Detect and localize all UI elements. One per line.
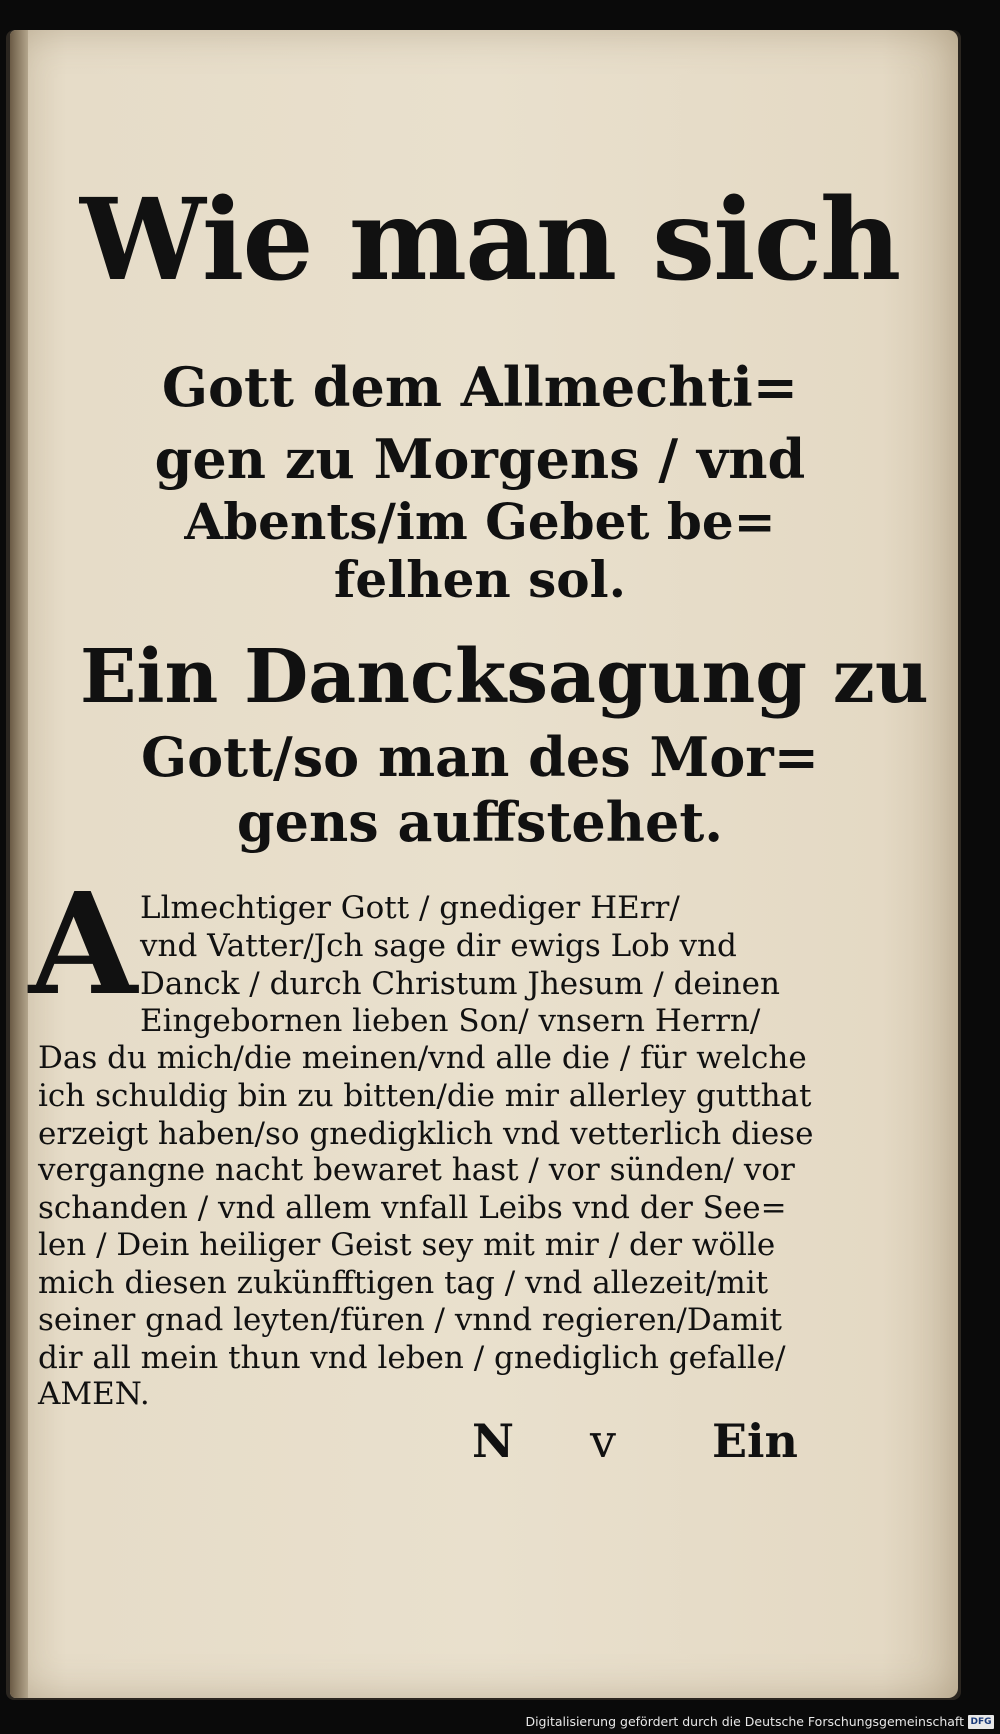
dfg-logo: DFG — [968, 1715, 994, 1729]
prayer-line: vergangne nacht bewaret hast / vor sünden/ vor — [38, 1152, 795, 1188]
page-gutter — [10, 30, 28, 1698]
funding-credit: Digitalisierung gefördert durch die Deutsche Forschungsgemeinschaft — [525, 1714, 964, 1729]
drop-cap-initial: A — [28, 863, 138, 1027]
title-line-3: gen zu Morgens / vnd — [154, 427, 806, 491]
viewer-footer — [0, 1712, 1000, 1734]
catchword: Ein — [712, 1414, 798, 1468]
title-line-5: felhen sol. — [333, 550, 627, 609]
signature-mark: N — [472, 1414, 515, 1468]
title-line-2: Gott dem Allmechti= — [161, 355, 799, 419]
prayer-line: len / Dein heiliger Geist sey mit mir / der wölle — [38, 1227, 776, 1263]
prayer-line: dir all mein thun vnd leben / gnediglich gefalle/ — [38, 1340, 786, 1376]
prayer-amen: AMEN. — [38, 1376, 150, 1412]
subtitle-line-3: gens auffstehet. — [236, 790, 724, 854]
title-line-1: Wie man sich — [80, 175, 900, 306]
prayer-line: Llmechtiger Gott / gnediger HErr/ — [140, 890, 680, 926]
title-line-4: Abents/im Gebet be= — [184, 492, 776, 551]
prayer-line: seiner gnad leyten/füren / vnnd regieren/Damit — [38, 1302, 782, 1338]
prayer-line: Das du mich/die meinen/vnd alle die / für welche — [38, 1040, 807, 1076]
prayer-line: mich diesen zukünfftigen tag / vnd allezeit/mit — [38, 1265, 769, 1301]
signature-leaf: v — [590, 1414, 616, 1468]
prayer-line: Danck / durch Christum Jhesum / deinen — [140, 966, 780, 1002]
prayer-line: ich schuldig bin zu bitten/die mir allerley gutthat — [38, 1078, 812, 1114]
prayer-line: schanden / vnd allem vnfall Leibs vnd der See= — [38, 1190, 787, 1226]
prayer-line: vnd Vatter/Jch sage dir ewigs Lob vnd — [140, 928, 737, 964]
prayer-line: erzeigt haben/so gnedigklich vnd vetterlich diese — [38, 1116, 814, 1152]
prayer-line: Eingebornen lieben Son/ vnsern Herrn/ — [140, 1003, 761, 1039]
subtitle-line-1: Ein Dancksagung zu — [80, 634, 929, 720]
subtitle-line-2: Gott/so man des Mor= — [141, 725, 819, 789]
